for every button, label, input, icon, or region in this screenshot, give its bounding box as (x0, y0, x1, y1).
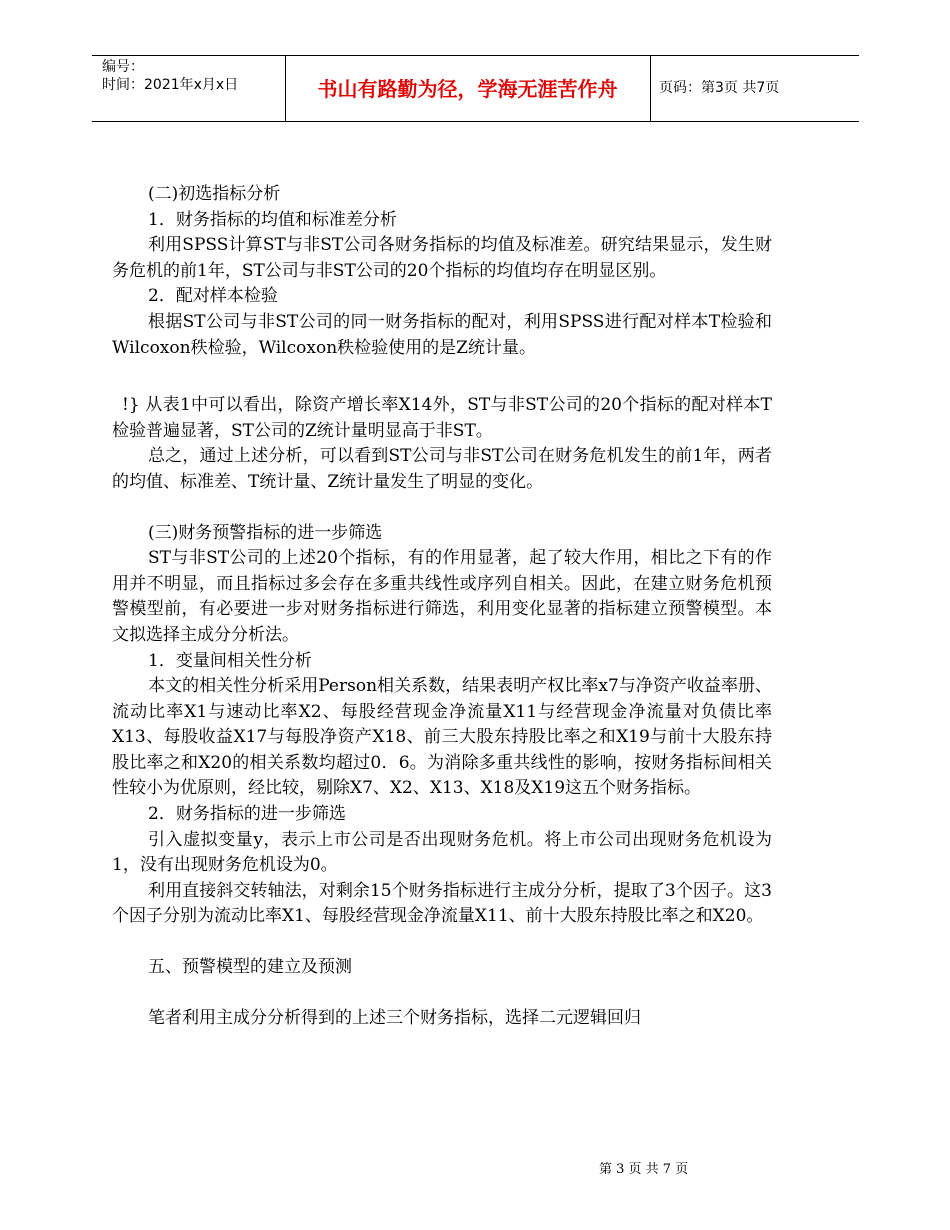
document-time-label: 时间：2021年x月x日 (102, 77, 239, 93)
header-top-rule (92, 55, 859, 56)
paragraph-paired-test: 根据ST公司与非ST公司的同一财务指标的配对，利用SPSS进行配对样本T检验和Wilcoxon秩检验，Wilcoxon秩检验使用的是Z统计量。 (112, 311, 772, 358)
header-divider-right (650, 55, 651, 121)
section-heading-initial-indicators: (二)初选指标分析 (148, 184, 281, 204)
header-bottom-rule (92, 121, 859, 122)
paragraph-pca: 利用直接斜交转轴法，对剩余15个财务指标进行主成分分析，提取了3个因子。这3个因子分别为流动比率X1、每股经营现金净流量X11、前十大股东持股比率之和X20。 (112, 880, 772, 927)
section-heading-further-screening: (三)财务预警指标的进一步筛选 (148, 522, 383, 543)
paragraph-dummy-variable: 引入虚拟变量y，表示上市公司是否出现财务危机。将上市公司出现财务危机设为1，没有出现财务危机设为0。 (112, 829, 772, 876)
header-motto: 书山有路勤为径，学海无涯苦作舟 (317, 77, 618, 101)
subheading-mean-std: 1．财务指标的均值和标准差分析 (148, 209, 397, 230)
subheading-paired-test: 2．配对样本检验 (148, 286, 278, 307)
section-heading-model: 五、预警模型的建立及预测 (148, 957, 352, 978)
document-number-label: 编号： (102, 59, 144, 75)
paragraph-correlation: 本文的相关性分析采用Person相关系数，结果表明产权比率x7与净资产收益率册、流动比率X1与速动比率X2、每股经营现金净流量X11与经营现金净流量对负债比率X13、每股收益X17与每股净资产X18、前三大股东持股比率之和X19与前十大股东持股比率之和X20的相关系数均超过0．6。为消除多重共线性的影响，按财务指标间相关性较小为优原则，经比较，剔除X7、X2、X13、X18及X19这五个财务指标。 (112, 676, 772, 799)
subheading-correlation: 1．变量间相关性分析 (148, 650, 312, 671)
paragraph-summary: 总之，通过上述分析，可以看到ST公司与非ST公司在财务危机发生的前1年，两者的均值、标准差、T统计量、Z统计量发生了明显的变化。 (112, 446, 772, 492)
paragraph-table-result: !} 从表1中可以看出，除资产增长率X14外，ST与非ST公司的20个指标的配对样本T检验普遍显著，ST公司的Z统计量明显高于非ST。 (112, 395, 772, 441)
header-page-info: 页码：第3页 共7页 (659, 80, 780, 96)
paragraph-screening-rationale: ST与非ST公司的上述20个指标，有的作用显著，起了较大作用，相比之下有的作用并不明显，而且指标过多会存在多重共线性或序列自相关。因此，在建立财务危机预警模型前，有必要进一步对财务指标进行筛选，利用变化显著的指标建立预警模型。本文拟选择主成分分析法。 (112, 548, 772, 645)
paragraph-logistic-regression: 笔者利用主成分分析得到的上述三个财务指标，选择二元逻辑回归 (148, 1007, 641, 1028)
spacer (112, 930, 772, 955)
spacer (112, 496, 772, 521)
document-body (112, 182, 772, 1031)
page-footer: 第 3 页 共 7 页 (599, 1162, 689, 1177)
spacer (112, 981, 772, 1006)
subheading-further-screening: 2．财务指标的进一步筛选 (148, 804, 346, 825)
spacer (112, 361, 772, 393)
paragraph-mean-std: 利用SPSS计算ST与非ST公司各财务指标的均值及标准差。研究结果显示，发生财务危机的前1年，ST公司与非ST公司的20个指标的均值均存在明显区别。 (112, 235, 772, 281)
